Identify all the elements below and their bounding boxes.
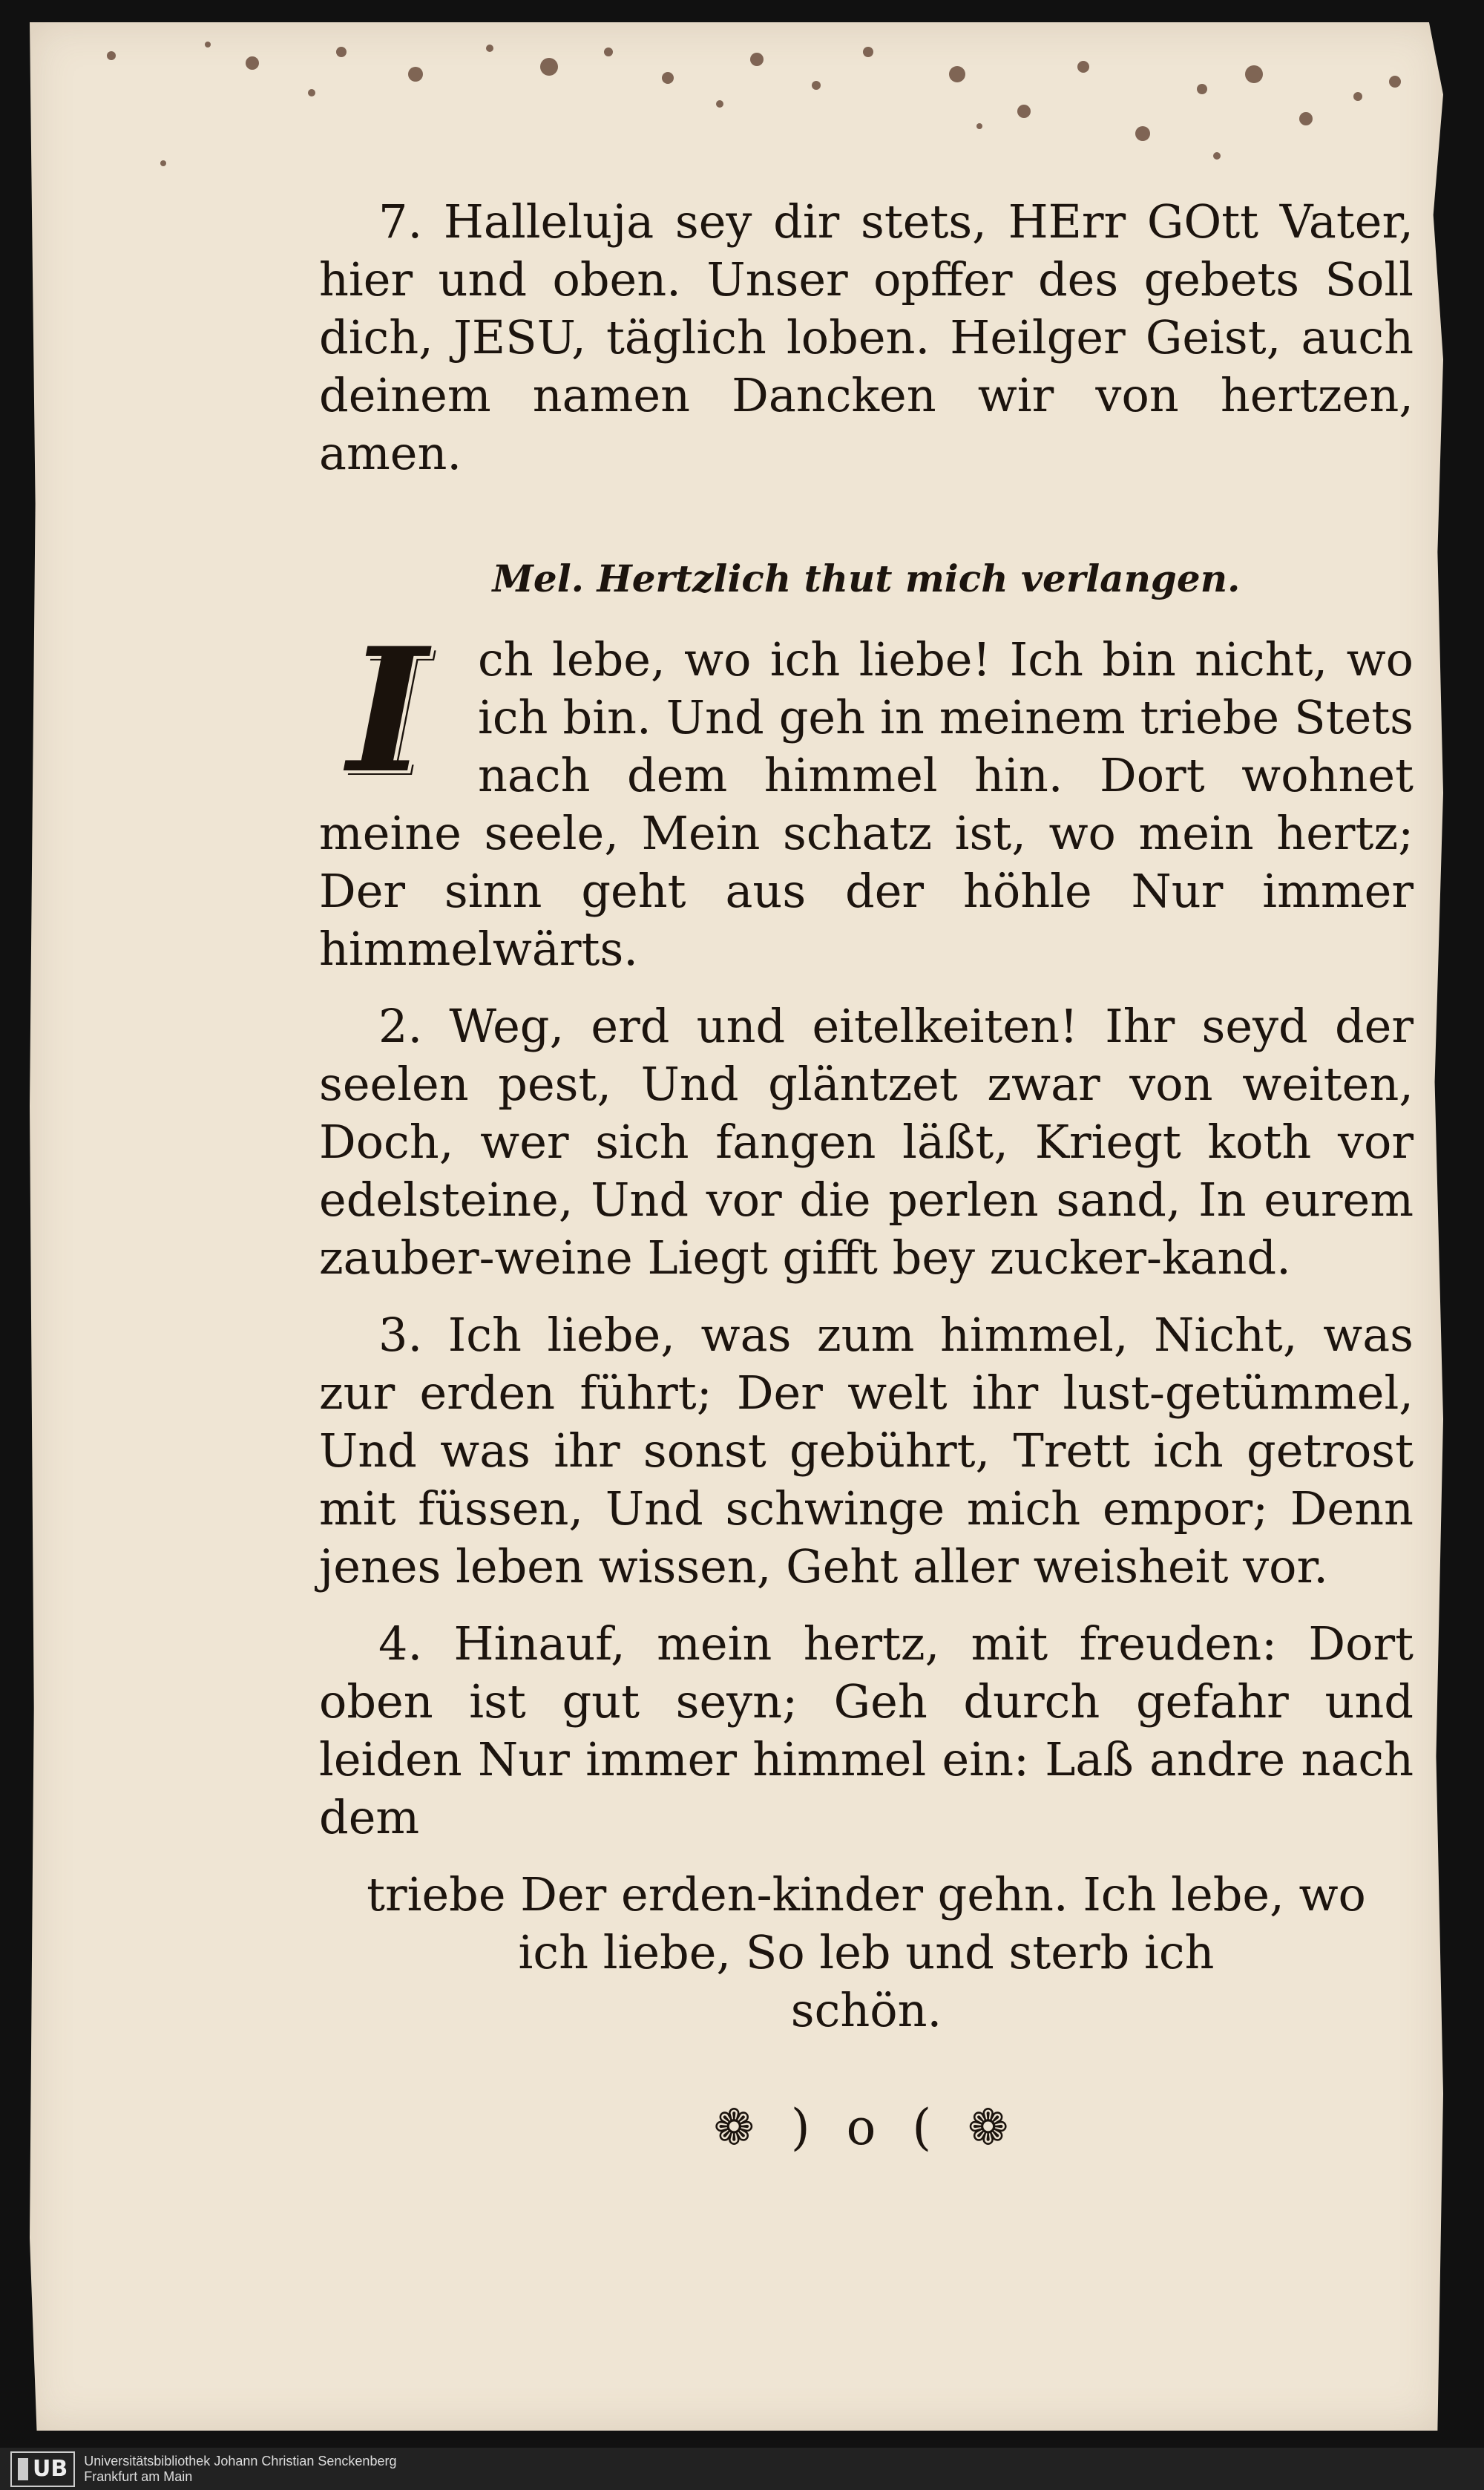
closing-ornament: ❁ ) o ( ❁ <box>713 2099 1020 2156</box>
stanza-one-text: ch lebe, wo ich liebe! Ich bin nicht, wo ich bin. Und geh in meinem triebe Stets nach dem himmel hin. Dort wohnet meine seele, Mein schatz ist, wo mein hertz; Der sinn geht aus der höhle Nur immer himmelwärts. <box>319 632 1414 976</box>
stanza-four-line-4: schön. <box>790 1983 942 2037</box>
stanza-one <box>319 611 1414 978</box>
stanza-seven: 7. Halleluja sey dir stets, HErr GOtt Vater, hier und oben. Unser opffer des gebets Soll dich, JESU, täglich loben. Heilger Geist, auch deinem namen Dancken wir von hertzen, amen. <box>319 194 1414 480</box>
stanza-four-line-2: triebe Der erden-kinder gehn. Ich lebe, wo <box>367 1867 1366 1921</box>
stanza-four-line-3: ich liebe, So leb und sterb ich <box>518 1925 1215 1979</box>
stanza-three: 3. Ich liebe, was zum himmel, Nicht, was zur erden führt; Der welt ihr lust-getümmel, Und was ihr sonst gebührt, Trett ich getrost mit füssen, Und schwinge mich empor; Denn jenes leben wissen, Geht aller weisheit vor. <box>319 1308 1414 1593</box>
institution-credit <box>84 2454 396 2485</box>
logo-mark-icon <box>18 2458 28 2480</box>
footer-bar <box>0 2448 1484 2490</box>
stanza-four: 4. Hinauf, mein hertz, mit freuden: Dort oben ist gut seyn; Geh durch gefahr und leiden Nur immer himmel ein: Laß andre nach dem <box>319 1616 1414 1844</box>
institution-line-2: Frankfurt am Main <box>84 2468 193 2484</box>
decorated-initial: I <box>347 611 427 811</box>
library-logo <box>10 2451 75 2487</box>
logo-text: UB <box>33 2456 68 2482</box>
stanza-four-ending <box>319 1866 1414 2039</box>
hymn-text <box>319 193 1414 2157</box>
stanza-two: 2. Weg, erd und eitelkeiten! Ihr seyd der seelen pest, Und gläntzet zwar von weiten, Doch, wer sich fangen läßt, Kriegt koth vor edelsteine, Und vor die perlen sand, In eurem zauber-weine Liegt gifft bey zucker-kand. <box>319 999 1414 1285</box>
ink-stains <box>30 22 1443 215</box>
institution-line-1: Universitätsbibliothek Johann Christian Senckenberg <box>84 2453 397 2468</box>
melody-heading: Mel. Hertzlich thut mich verlangen. <box>492 557 1241 600</box>
